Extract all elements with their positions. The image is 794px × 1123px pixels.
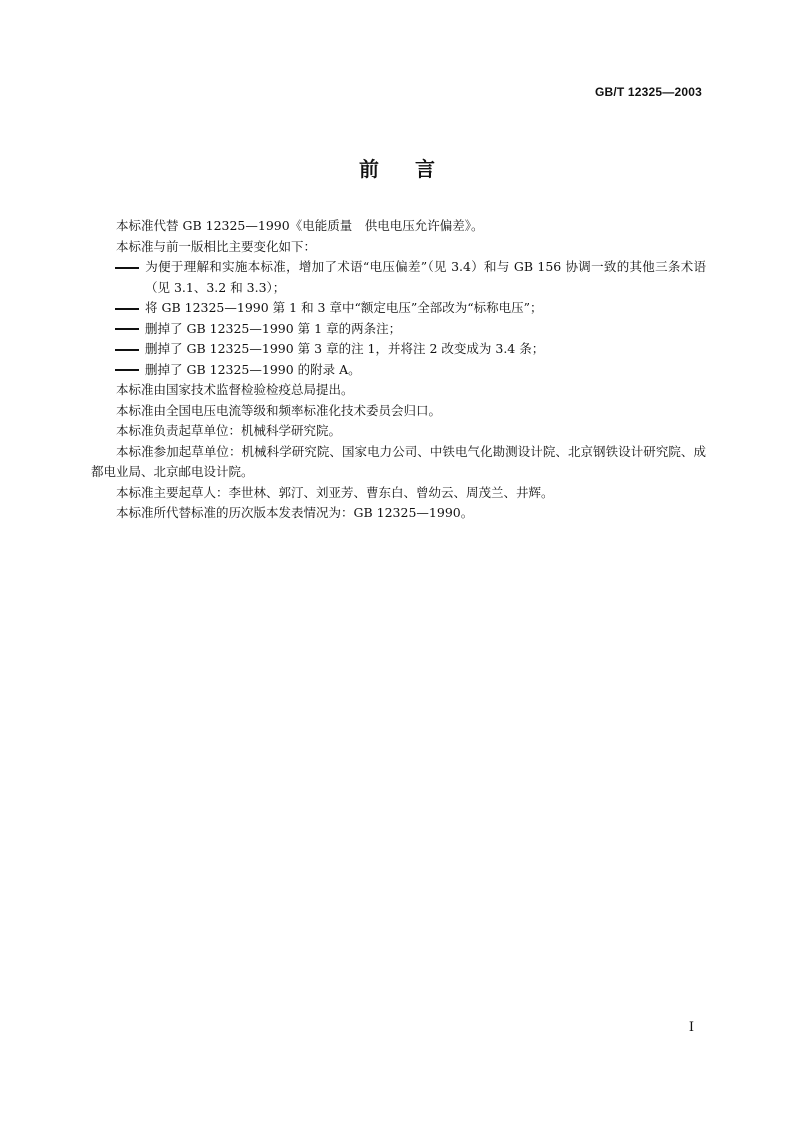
paragraph-changes-intro: 本标准与前一版相比主要变化如下： (116, 238, 317, 254)
change-item-text: 删掉了 GB 12325—1990 的附录 A。 (145, 361, 361, 377)
dash-bullet (115, 267, 139, 269)
dash-bullet (115, 308, 139, 310)
paragraph-replaces: 本标准代替 GB 12325—1990《电能质量 供电电压允许偏差》。 (116, 218, 484, 233)
change-item (91, 360, 706, 381)
foreword-body (91, 216, 706, 524)
change-item-text: 删掉了 GB 12325—1990 第 3 章的注 1，并将注 2 改变成为 3.4 条； (145, 341, 545, 356)
paragraph-proposed-by: 本标准由国家技术监督检验检疫总局提出。 (116, 382, 354, 397)
dash-bullet (115, 349, 139, 351)
paragraph-participating-units: 本标准参加起草单位：机械科学研究院、国家电力公司、中铁电气化勘测设计院、北京钢铁设计研究院、成都电业局、北京邮电设计院。 (91, 443, 706, 479)
paragraph-history: 本标准所代替标准的历次版本发表情况为：GB 12325—1990。 (116, 505, 474, 520)
change-item (91, 257, 706, 298)
paragraph-drafters: 本标准主要起草人：李世林、郭汀、刘亚芳、曹东白、曾幼云、周茂兰、井辉。 (116, 484, 554, 500)
standard-number: GB/T 12325—2003 (594, 85, 702, 99)
change-item-text: 将 GB 12325—1990 第 1 和 3 章中“额定电压”全部改为“标称电压”； (145, 300, 543, 315)
page-number: I (688, 1020, 694, 1035)
change-item (91, 319, 706, 340)
page-title: 前言 (359, 157, 471, 181)
change-item-text: 删掉了 GB 12325—1990 第 1 章的两条注； (145, 320, 402, 336)
dash-bullet (115, 369, 139, 371)
change-item-text: 为便于理解和实施本标准，增加了术语“电压偏差”（见 3.4）和与 GB 156 协调一致的其他三条术语（见 3.1、3.2 和 3.3）； (145, 259, 706, 295)
dash-bullet (115, 328, 139, 330)
paragraph-administered-by: 本标准由全国电压电流等级和频率标准化技术委员会归口。 (116, 402, 442, 418)
change-item (91, 298, 706, 319)
change-item (91, 339, 706, 360)
paragraph-drafting-unit: 本标准负责起草单位：机械科学研究院。 (116, 423, 342, 438)
